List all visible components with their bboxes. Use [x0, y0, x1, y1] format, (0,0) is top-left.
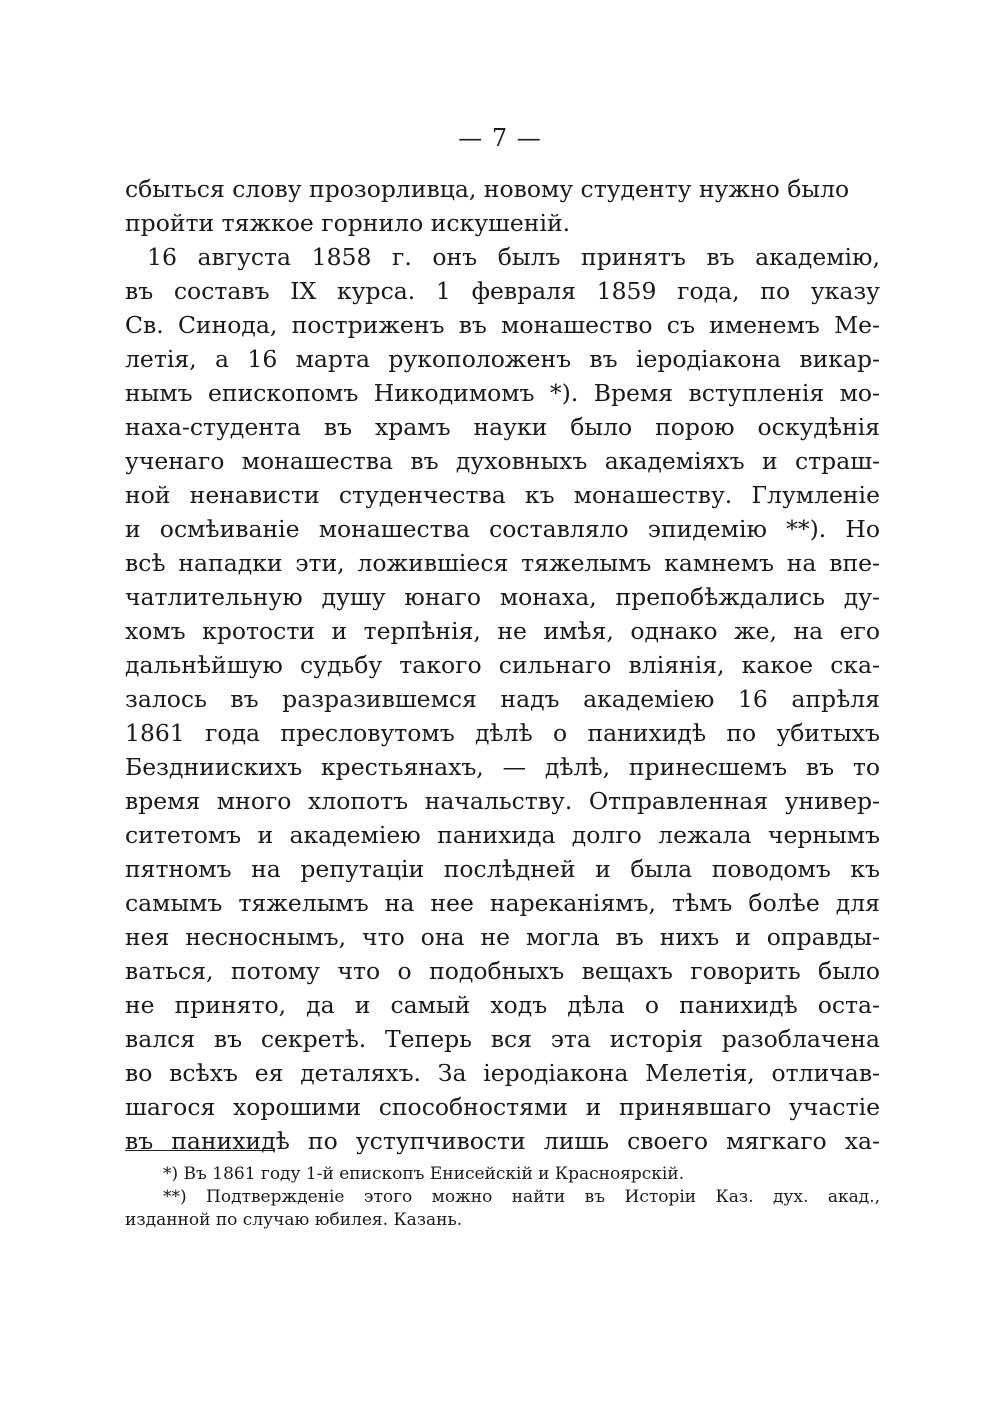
text-line: ситетомъ и академіею панихида долго лежала чернымъ — [125, 821, 880, 849]
text-line: во всѣхъ ея деталяхъ. За іеродіакона Мелетія, отличав- — [125, 1059, 880, 1087]
text-line: хомъ кротости и терпѣнія, не имѣя, однако же, на его — [125, 617, 880, 645]
text-line-paragraph-start: 16 августа 1858 г. онъ былъ принятъ въ академію, — [147, 243, 880, 271]
text-line: пройти тяжкое горнило искушеній. — [125, 209, 571, 237]
text-line: въ составъ IX курса. 1 февраля 1859 года, по указу — [125, 277, 880, 305]
text-line: ваться, потому что о подобныхъ вещахъ говорить было — [125, 957, 880, 985]
footnote-divider — [125, 1150, 275, 1151]
text-line: Бездниискихъ крестьянахъ, — дѣлѣ, принесшемъ въ то — [125, 753, 880, 781]
text-line: не принято, да и самый ходъ дѣла о панихидѣ оста- — [125, 991, 880, 1019]
text-line: пятномъ на репутаціи послѣдней и была поводомъ къ — [125, 855, 880, 883]
text-line: летія, а 16 марта рукоположенъ въ іеродіакона викар- — [125, 345, 880, 373]
text-line: дальнѣйшую судьбу такого сильнаго вліянія, какое ска- — [125, 651, 880, 679]
text-line: наха-студента въ храмъ науки было порою оскудѣнія — [125, 413, 880, 441]
text-line: нымъ епископомъ Никодимомъ *). Время вступленія мо- — [125, 379, 880, 407]
page-number: — 7 — — [458, 124, 542, 152]
footnotes — [125, 1163, 880, 1232]
text-line: Св. Синода, постриженъ въ монашество съ именемъ Ме- — [125, 311, 880, 339]
footnote-2: **) Подтвержденіе этого можно найти въ Исторіи Каз. дух. акад., — [163, 1187, 880, 1207]
text-line: 1861 года пресловутомъ дѣлѣ о панихидѣ по убитыхъ — [125, 719, 880, 747]
text-line: всѣ нападки эти, ложившіеся тяжелымъ камнемъ на впе- — [125, 549, 880, 577]
body-text — [125, 172, 880, 1158]
text-line: сбыться слову прозорливца, новому студенту нужно было — [125, 175, 850, 203]
text-line: самымъ тяжелымъ на нее нареканіямъ, тѣмъ болѣе для — [125, 889, 880, 917]
text-line: ной ненависти студенчества къ монашеству. Глумленіе — [125, 481, 880, 509]
footnote-1: *) Въ 1861 году 1-й епископъ Енисейскій и Красноярскій. — [163, 1164, 685, 1184]
text-line: и осмѣиваніе монашества составляло эпидемію **). Но — [125, 515, 880, 543]
text-line: нея несноснымъ, что она не могла въ нихъ и оправды- — [125, 923, 880, 951]
text-line: шагося хорошими способностями и принявшаго участіе — [125, 1093, 880, 1121]
text-line: вался въ секретѣ. Теперь вся эта исторія разоблачена — [125, 1025, 880, 1053]
text-line: залось въ разразившемся надъ академіею 16 апрѣля — [125, 685, 880, 713]
text-line: чатлительную душу юнаго монаха, препобѣждались ду- — [125, 583, 880, 611]
text-line: время много хлопотъ начальству. Отправленная универ- — [125, 787, 880, 815]
text-line: ученаго монашества въ духовныхъ академіяхъ и страш- — [125, 447, 880, 475]
footnote-2-continuation: изданной по случаю юбилея. Казань. — [125, 1210, 463, 1230]
text-line: въ панихидѣ по уступчивости лишь своего мягкаго ха- — [125, 1127, 880, 1155]
